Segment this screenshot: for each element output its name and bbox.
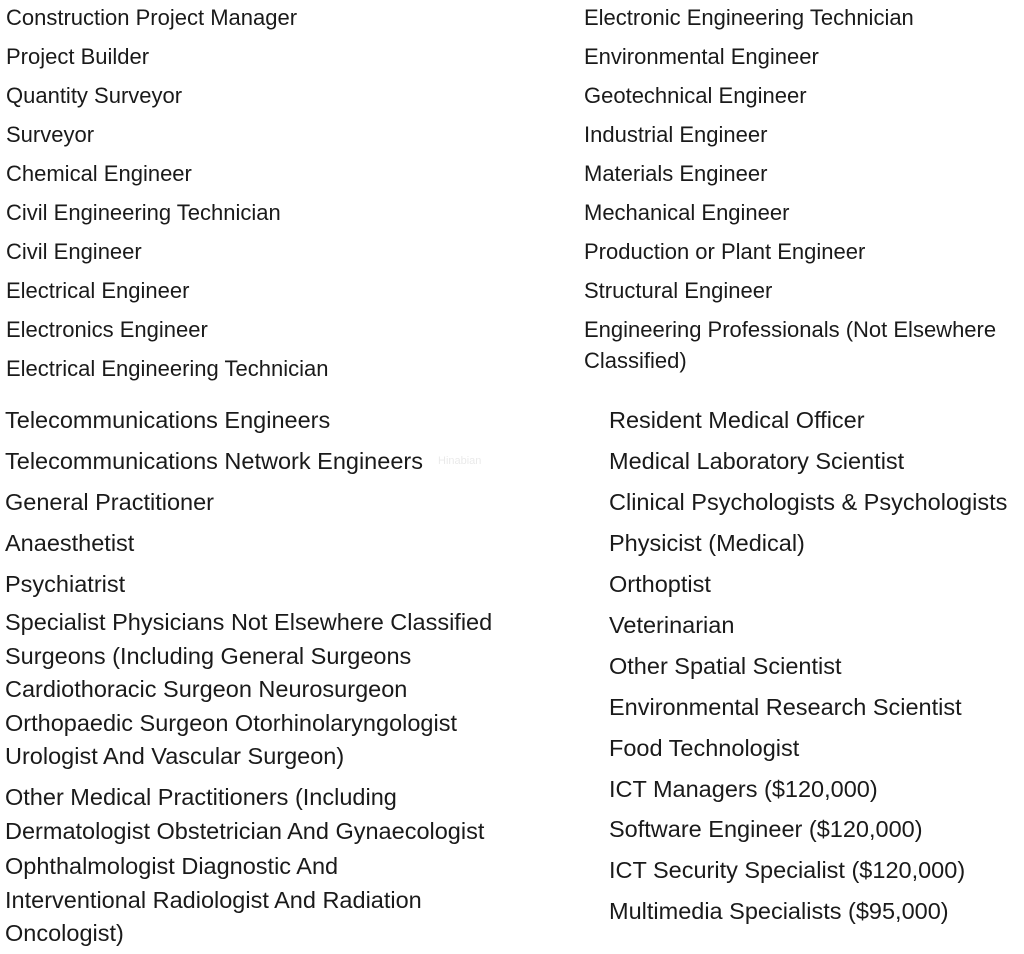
occupation-item: Food Technologist	[609, 735, 800, 761]
occupation-item: Mechanical Engineer	[584, 200, 790, 225]
occupation-item: Telecommunications Network Engineers	[5, 448, 423, 474]
occupation-item: Electrical Engineer	[6, 278, 190, 303]
occupation-item: Ophthalmologist Diagnostic And Interventional Radiologist And Radiation Oncologist)	[5, 853, 422, 946]
occupation-item: Psychiatrist	[5, 571, 126, 597]
occupation-item: Telecommunications Engineers	[5, 407, 331, 433]
occupation-item: Chemical Engineer	[6, 161, 192, 186]
occupation-item: General Practitioner	[5, 489, 214, 515]
occupation-item: Environmental Research Scientist	[609, 694, 962, 720]
occupation-item: Structural Engineer	[584, 278, 773, 303]
occupation-item: Specialist Physicians Not Elsewhere Classified Surgeons (Including General Surgeons Cardiothoracic Surgeon Neurosurgeon Orthopaedic Surgeon Otorhinolaryngologist Urologist And Vascular Surgeon)	[5, 609, 493, 769]
occupation-item: Production or Plant Engineer	[584, 239, 866, 264]
occupation-item: Medical Laboratory Scientist	[609, 448, 905, 474]
occupation-item: Geotechnical Engineer	[584, 83, 807, 108]
occupation-item: ICT Security Specialist ($120,000)	[609, 857, 966, 883]
occupation-item: Materials Engineer	[584, 161, 768, 186]
occupation-item: Project Builder	[6, 44, 150, 69]
occupation-item: Veterinarian	[609, 612, 735, 638]
occupation-item: Clinical Psychologists & Psychologists	[609, 489, 1008, 515]
occupation-item: Civil Engineering Technician	[6, 200, 281, 225]
occupation-item: Orthoptist	[609, 571, 711, 597]
occupation-item: Other Spatial Scientist	[609, 653, 842, 679]
occupation-item: Other Medical Practitioners (Including Dermatologist Obstetrician And Gynaecologist	[5, 784, 485, 844]
watermark-logo: Hinabian	[438, 455, 482, 467]
occupation-item: Electronic Engineering Technician	[584, 5, 914, 30]
occupation-item: Resident Medical Officer	[609, 407, 865, 433]
occupation-item: Surveyor	[6, 122, 95, 147]
occupation-item: Multimedia Specialists ($95,000)	[609, 898, 949, 924]
occupation-item: Software Engineer ($120,000)	[609, 816, 923, 842]
occupation-item: Electronics Engineer	[6, 317, 208, 342]
occupation-item: Physicist (Medical)	[609, 530, 805, 556]
occupation-item: Civil Engineer	[6, 239, 142, 264]
occupation-item: Quantity Surveyor	[6, 83, 183, 108]
occupation-item: Electrical Engineering Technician	[6, 356, 329, 381]
occupation-item: ICT Managers ($120,000)	[609, 776, 878, 802]
occupation-item: Environmental Engineer	[584, 44, 819, 69]
occupation-item: Engineering Professionals (Not Elsewhere Classified)	[584, 317, 997, 373]
occupation-item: Industrial Engineer	[584, 122, 768, 147]
occupation-item: Construction Project Manager	[6, 5, 298, 30]
occupation-item: Anaesthetist	[5, 530, 135, 556]
